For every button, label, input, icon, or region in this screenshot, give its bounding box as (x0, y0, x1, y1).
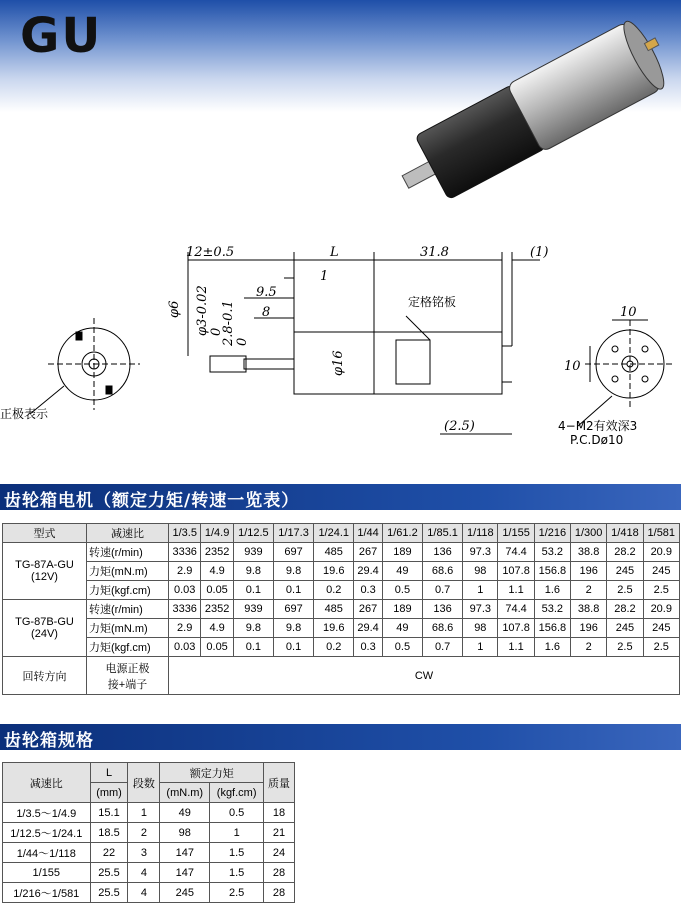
value-cell: 38.8 (571, 600, 607, 619)
value-cell: 485 (314, 600, 354, 619)
mass-cell: 24 (264, 843, 295, 863)
value-cell: 68.6 (423, 619, 463, 638)
value-cell: 2.5 (643, 581, 679, 600)
value-cell: 0.1 (273, 638, 313, 657)
value-cell: 0.03 (169, 581, 201, 600)
ratio-cell: 1/155 (3, 863, 91, 883)
ratio-cell: 1/155 (498, 524, 534, 543)
dim-2-8-zero: 0 (235, 337, 250, 346)
value-cell: 1.6 (534, 581, 570, 600)
section-title-torque-speed: 齿轮箱电机（额定力矩/转速一览表） (4, 491, 300, 511)
l-cell: 18.5 (90, 823, 128, 843)
header-torque: 额定力矩 (160, 763, 264, 783)
table-row (3, 638, 680, 657)
value-cell: 9.8 (233, 619, 273, 638)
dim-phi3: φ3-0.02 (195, 285, 210, 336)
value-cell: 9.8 (273, 619, 313, 638)
ratio-cell: 1/61.2 (382, 524, 422, 543)
value-cell: 97.3 (463, 600, 498, 619)
model-voltage: (12V) (31, 571, 58, 583)
ratio-cell: 1/85.1 (423, 524, 463, 543)
l-cell: 25.5 (90, 883, 128, 903)
value-cell: 485 (314, 543, 354, 562)
header-torque-kgf: (kgf.cm) (210, 783, 264, 803)
value-cell: 156.8 (534, 619, 570, 638)
value-cell: 697 (273, 543, 313, 562)
value-cell: 74.4 (498, 543, 534, 562)
torque-kgf-cell: 0.5 (210, 803, 264, 823)
stages-cell: 4 (128, 883, 160, 903)
rotation-condition-line-1: 电源正极 (105, 662, 150, 675)
value-cell: 0.1 (273, 581, 313, 600)
table-row (3, 843, 295, 863)
hole-note: 4−M2有效深3 (558, 419, 638, 433)
value-cell: 74.4 (498, 600, 534, 619)
model-cell (3, 543, 87, 600)
value-cell: 0.2 (314, 638, 354, 657)
dim-31-8: 31.8 (420, 245, 449, 260)
value-cell: 4.9 (201, 619, 233, 638)
dim-phi16: φ16 (331, 350, 346, 376)
ratio-cell: 1/3.5～1/4.9 (3, 803, 91, 823)
header-l: L (90, 763, 128, 783)
value-cell: 1.1 (498, 638, 534, 657)
dim-1-paren: (1) (530, 245, 549, 260)
value-cell: 697 (273, 600, 313, 619)
value-cell: 196 (571, 562, 607, 581)
torque-kgf-cell: 1.5 (210, 863, 264, 883)
dim-10-top: 10 (620, 305, 637, 320)
header-ratio: 减速比 (87, 524, 169, 543)
nameplate-label: 定格铭板 (408, 295, 457, 309)
value-cell: 68.6 (423, 562, 463, 581)
motor-photo (380, 8, 680, 228)
rotation-condition-line-2: 接+端子 (107, 678, 148, 691)
table-row (3, 657, 680, 695)
value-cell: 189 (382, 600, 422, 619)
l-cell: 15.1 (90, 803, 128, 823)
value-cell: 38.8 (571, 543, 607, 562)
ratio-cell: 1/581 (643, 524, 679, 543)
table-row (3, 600, 680, 619)
value-cell: 20.9 (643, 543, 679, 562)
value-cell: 189 (382, 543, 422, 562)
header-mass: 质量 (264, 763, 295, 803)
dim-12: 12±0.5 (186, 245, 235, 260)
value-cell: 1.1 (498, 581, 534, 600)
ratio-cell: 1/300 (571, 524, 607, 543)
value-cell: 29.4 (354, 562, 383, 581)
row-label: 转速(r/min) (87, 600, 169, 619)
value-cell: 107.8 (498, 562, 534, 581)
torque-mn-cell: 147 (160, 863, 210, 883)
value-cell: 49 (382, 619, 422, 638)
value-cell: 2 (571, 581, 607, 600)
value-cell: 4.9 (201, 562, 233, 581)
rotation-value: CW (169, 657, 680, 695)
value-cell: 0.7 (423, 581, 463, 600)
value-cell: 20.9 (643, 600, 679, 619)
dimension-drawing (0, 236, 681, 456)
rotation-label: 回转方向 (3, 657, 87, 695)
value-cell: 0.05 (201, 581, 233, 600)
torque-kgf-cell: 1.5 (210, 843, 264, 863)
value-cell: 196 (571, 619, 607, 638)
value-cell: 0.5 (382, 581, 422, 600)
value-cell: 2.9 (169, 619, 201, 638)
ratio-cell: 1/12.5 (233, 524, 273, 543)
dim-1: 1 (320, 269, 329, 284)
value-cell: 2352 (201, 543, 233, 562)
value-cell: 0.5 (382, 638, 422, 657)
value-cell: 267 (354, 543, 383, 562)
table-row (3, 883, 295, 903)
stages-cell: 1 (128, 803, 160, 823)
value-cell: 939 (233, 600, 273, 619)
mass-cell: 18 (264, 803, 295, 823)
torque-mn-cell: 147 (160, 843, 210, 863)
header-torque-mn: (mN.m) (160, 783, 210, 803)
value-cell: 107.8 (498, 619, 534, 638)
page-title: GU (20, 8, 103, 64)
value-cell: 2.5 (607, 638, 643, 657)
section-bar-torque-speed (0, 484, 681, 510)
table-row (3, 803, 295, 823)
value-cell: 19.6 (314, 619, 354, 638)
l-cell: 22 (90, 843, 128, 863)
torque-speed-table (2, 523, 680, 695)
value-cell: 2.5 (607, 581, 643, 600)
l-cell: 25.5 (90, 863, 128, 883)
value-cell: 0.1 (233, 581, 273, 600)
gearbox-spec-table (2, 762, 295, 903)
value-cell: 28.2 (607, 543, 643, 562)
value-cell: 0.05 (201, 638, 233, 657)
ratio-cell: 1/44 (354, 524, 383, 543)
table-row (3, 581, 680, 600)
ratio-cell: 1/17.3 (273, 524, 313, 543)
polarity-label: 正极表示 (0, 407, 49, 421)
torque-kgf-cell: 1 (210, 823, 264, 843)
row-label: 力矩(mN.m) (87, 619, 169, 638)
row-label: 力矩(kgf.cm) (87, 638, 169, 657)
stages-cell: 2 (128, 823, 160, 843)
rotation-condition (87, 657, 169, 695)
ratio-cell: 1/418 (607, 524, 643, 543)
value-cell: 53.2 (534, 543, 570, 562)
mass-cell: 28 (264, 863, 295, 883)
pcd-note: P.C.Dø10 (570, 433, 624, 447)
value-cell: 9.8 (273, 562, 313, 581)
value-cell: 2.9 (169, 562, 201, 581)
ratio-cell: 1/12.5～1/24.1 (3, 823, 91, 843)
value-cell: 9.8 (233, 562, 273, 581)
row-label: 转速(r/min) (87, 543, 169, 562)
value-cell: 0.1 (233, 638, 273, 657)
value-cell: 49 (382, 562, 422, 581)
dim-10-left: 10 (564, 359, 581, 374)
section-title-gearbox-spec: 齿轮箱规格 (4, 731, 94, 751)
mass-cell: 28 (264, 883, 295, 903)
value-cell: 2.5 (643, 638, 679, 657)
value-cell: 136 (423, 543, 463, 562)
header-model: 型式 (3, 524, 87, 543)
dim-2-5: (2.5) (444, 419, 475, 434)
row-label: 力矩(mN.m) (87, 562, 169, 581)
dim-2-8: 2.8-0.1 (221, 300, 236, 346)
model-name: TG-87B-GU (15, 616, 74, 628)
dim-phi6: φ6 (167, 300, 182, 318)
value-cell: 29.4 (354, 619, 383, 638)
value-cell: 53.2 (534, 600, 570, 619)
ratio-cell: 1/118 (463, 524, 498, 543)
dim-8: 8 (262, 305, 271, 320)
ratio-cell: 1/4.9 (201, 524, 233, 543)
value-cell: 0.7 (423, 638, 463, 657)
value-cell: 0.3 (354, 638, 383, 657)
value-cell: 97.3 (463, 543, 498, 562)
dim-phi3-zero: 0 (209, 327, 224, 336)
ratio-cell: 1/24.1 (314, 524, 354, 543)
torque-mn-cell: 49 (160, 803, 210, 823)
value-cell: 939 (233, 543, 273, 562)
header-l-unit: (mm) (90, 783, 128, 803)
header-ratio: 减速比 (3, 763, 91, 803)
header-stages: 段数 (128, 763, 160, 803)
table-row (3, 863, 295, 883)
row-label: 力矩(kgf.cm) (87, 581, 169, 600)
stages-cell: 3 (128, 843, 160, 863)
torque-mn-cell: 245 (160, 883, 210, 903)
value-cell: 2352 (201, 600, 233, 619)
table-row (3, 543, 680, 562)
section-bar-gearbox-spec (0, 724, 681, 750)
value-cell: 245 (607, 619, 643, 638)
model-cell (3, 600, 87, 657)
torque-kgf-cell: 2.5 (210, 883, 264, 903)
value-cell: 3336 (169, 543, 201, 562)
value-cell: 156.8 (534, 562, 570, 581)
table-row (3, 823, 295, 843)
value-cell: 267 (354, 600, 383, 619)
torque-mn-cell: 98 (160, 823, 210, 843)
value-cell: 3336 (169, 600, 201, 619)
value-cell: 245 (643, 619, 679, 638)
dim-l: L (330, 245, 339, 260)
value-cell: 1.6 (534, 638, 570, 657)
value-cell: 98 (463, 562, 498, 581)
value-cell: 28.2 (607, 600, 643, 619)
value-cell: 1 (463, 638, 498, 657)
value-cell: 136 (423, 600, 463, 619)
dim-9-5: 9.5 (256, 285, 277, 300)
value-cell: 19.6 (314, 562, 354, 581)
value-cell: 245 (607, 562, 643, 581)
drawing-canvas (0, 236, 681, 456)
value-cell: 0.2 (314, 581, 354, 600)
value-cell: 98 (463, 619, 498, 638)
ratio-cell: 1/3.5 (169, 524, 201, 543)
model-name: TG-87A-GU (15, 559, 74, 571)
value-cell: 0.03 (169, 638, 201, 657)
table-row (3, 619, 680, 638)
model-voltage: (24V) (31, 628, 58, 640)
mass-cell: 21 (264, 823, 295, 843)
ratio-cell: 1/44～1/118 (3, 843, 91, 863)
value-cell: 0.3 (354, 581, 383, 600)
stages-cell: 4 (128, 863, 160, 883)
ratio-cell: 1/216～1/581 (3, 883, 91, 903)
value-cell: 1 (463, 581, 498, 600)
value-cell: 245 (643, 562, 679, 581)
ratio-cell: 1/216 (534, 524, 570, 543)
value-cell: 2 (571, 638, 607, 657)
table-row (3, 562, 680, 581)
